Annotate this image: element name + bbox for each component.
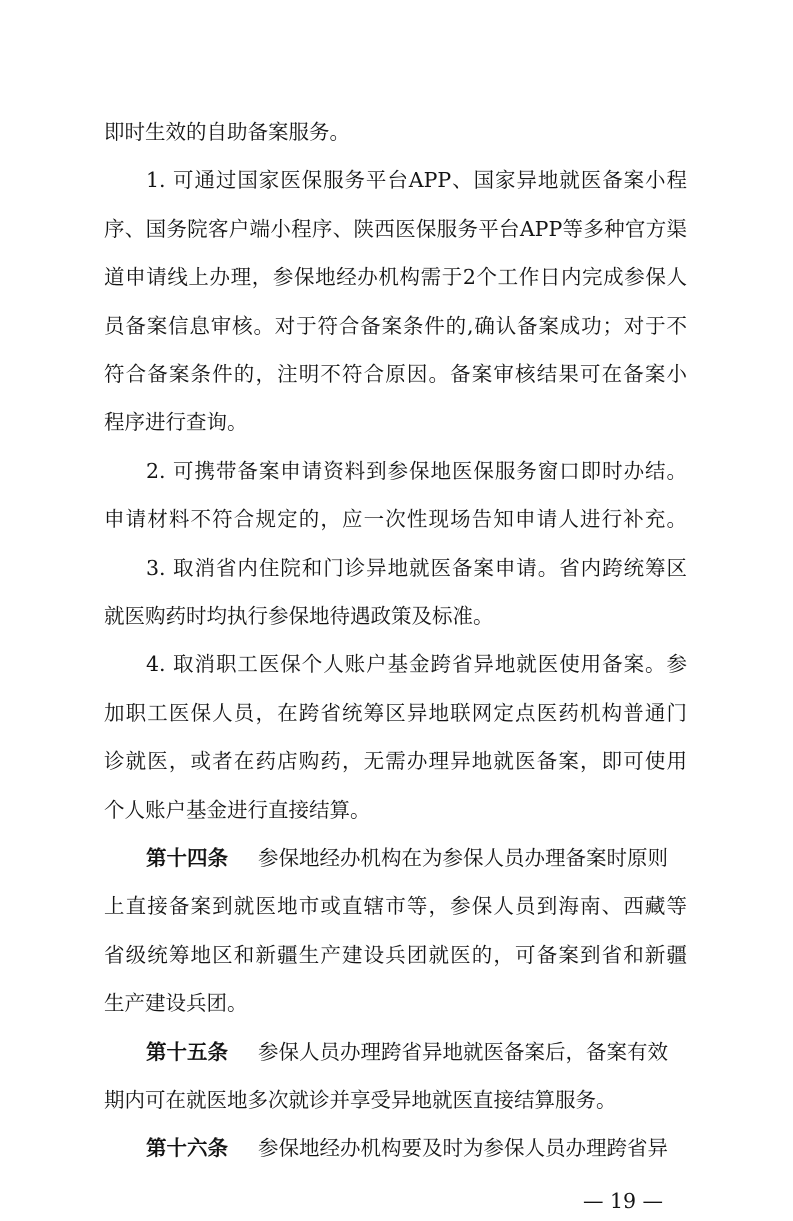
article-text: 参保地经办机构在为参保人员办理备案时原则 (258, 846, 668, 870)
text-line: 员备案信息审核。对于符合备案条件的,确认备案成功；对于不 (104, 313, 687, 338)
text-line: 上直接备案到就医地市或直辖市等，参保人员到海南、西藏等 (104, 894, 687, 919)
text-line: 符合备案条件的，注明不符合原因。备案审核结果可在备案小 (104, 362, 687, 386)
text-line: 程序进行查询。 (104, 410, 248, 435)
text-line: 生产建设兵团。 (104, 991, 248, 1016)
text-line: 4. 取消职工医保个人账户基金跨省异地就医使用备案。参 (146, 652, 687, 677)
article-text: 参保地经办机构要及时为参保人员办理跨省异 (258, 1136, 668, 1161)
text-line: 序、国务院客户端小程序、陕西医保服务平台APP等多种官方渠 (104, 216, 687, 241)
text-line: 即时生效的自助备案服务。 (104, 120, 350, 144)
article-14-line (146, 838, 668, 878)
text-line: 省级统筹地区和新疆生产建设兵团就医的，可备案到省和新疆 (104, 942, 687, 967)
text-line: 1. 可通过国家医保服务平台APP、国家异地就医备案小程 (146, 168, 687, 193)
article-title: 第十五条 (146, 1039, 228, 1064)
text-line: 期内可在就医地多次就诊并享受异地就医直接结算服务。 (104, 1088, 617, 1112)
text-line: 道申请线上办理，参保地经办机构需于2个工作日内完成参保人 (104, 265, 687, 290)
article-title: 第十四条 (146, 846, 228, 870)
article-line (146, 1032, 668, 1072)
text-line: 就医购药时均执行参保地待遇政策及标准。 (104, 604, 494, 628)
text-line: 个人账户基金进行直接结算。 (104, 797, 371, 822)
page-number: — 19 — (582, 1188, 664, 1213)
text-line: 诊就医，或者在药店购药，无需办理异地就医备案，即可使用 (104, 749, 687, 774)
text-line: 申请材料不符合规定的，应一次性现场告知申请人进行补充。 (104, 507, 687, 532)
text-line: 3. 取消省内住院和门诊异地就医备案申请。省内跨统筹区 (146, 555, 687, 580)
text-line: 加职工医保人员，在跨省统筹区异地联网定点医药机构普通门 (104, 700, 687, 725)
article-text: 参保人员办理跨省异地就医备案后，备案有效 (258, 1039, 668, 1064)
article-line (146, 1128, 668, 1168)
text-line: 2. 可携带备案申请资料到参保地医保服务窗口即时办结。 (146, 458, 687, 483)
article-title: 第十六条 (146, 1136, 228, 1161)
